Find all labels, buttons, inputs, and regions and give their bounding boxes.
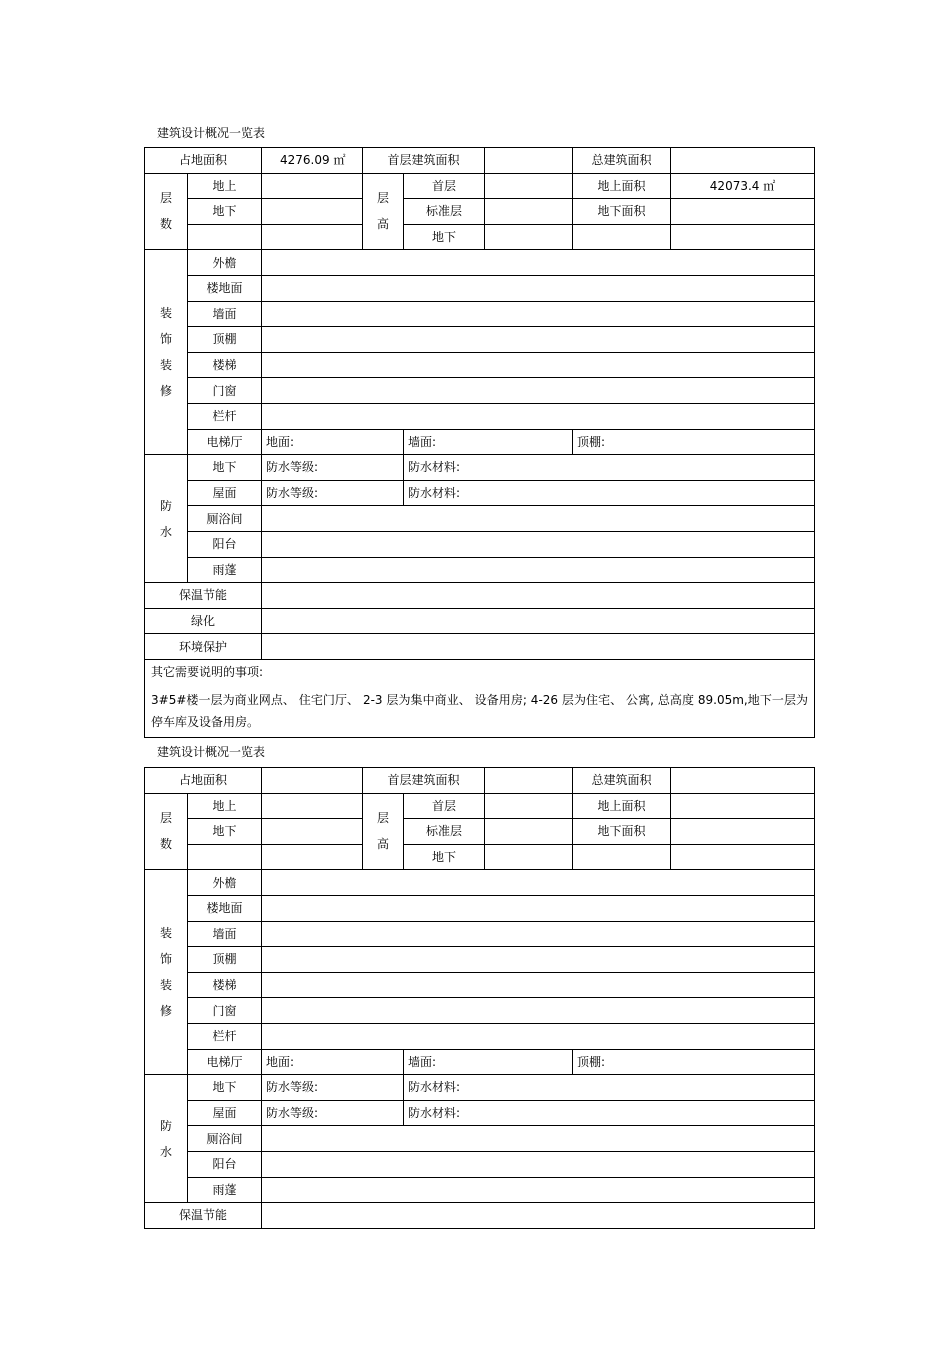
total-area-value[interactable]: [671, 148, 815, 174]
decoration-value[interactable]: [262, 895, 815, 921]
wp-value[interactable]: [262, 1151, 815, 1177]
floors-extra-value[interactable]: [262, 844, 363, 870]
above-area-label: 地上面积: [573, 793, 671, 819]
wp-material[interactable]: 防水材料:: [404, 1075, 815, 1101]
decoration-item: 楼地面: [188, 895, 262, 921]
decoration-item: 顶棚: [188, 327, 262, 353]
floors-below-label: 地下: [188, 199, 262, 225]
decoration-value[interactable]: [262, 947, 815, 973]
total-area-label: 总建筑面积: [573, 148, 671, 174]
wp-roof-label: 屋面: [188, 1100, 262, 1126]
decoration-item: 栏杆: [188, 1023, 262, 1049]
height-standard-value[interactable]: [485, 819, 573, 845]
wp-item: 阳台: [188, 1151, 262, 1177]
decoration-label: 装 饰 装 修: [145, 250, 188, 455]
decoration-item: 楼梯: [188, 972, 262, 998]
height-first-label: 首层: [404, 173, 485, 199]
floors-below-label: 地下: [188, 819, 262, 845]
wp-grade[interactable]: 防水等级:: [262, 455, 404, 481]
wp-grade[interactable]: 防水等级:: [262, 1075, 404, 1101]
floors-above-label: 地上: [188, 793, 262, 819]
height-underground-label: 地下: [404, 224, 485, 250]
decoration-value[interactable]: [262, 870, 815, 896]
blank-cell: [671, 844, 815, 870]
decoration-value[interactable]: [262, 998, 815, 1024]
wp-grade[interactable]: 防水等级:: [262, 480, 404, 506]
first-floor-area-label: 首层建筑面积: [363, 768, 485, 794]
decoration-label: 装 饰 装 修: [145, 870, 188, 1075]
decoration-value[interactable]: [262, 972, 815, 998]
insulation-label: 保温节能: [145, 583, 262, 609]
floors-extra-label: [188, 844, 262, 870]
wp-underground-label: 地下: [188, 455, 262, 481]
blank-cell: [573, 844, 671, 870]
insulation-value[interactable]: [262, 1203, 815, 1229]
decoration-item: 门窗: [188, 378, 262, 404]
greening-label: 绿化: [145, 608, 262, 634]
height-underground-label: 地下: [404, 844, 485, 870]
blank-cell: [671, 224, 815, 250]
decoration-value[interactable]: [262, 378, 815, 404]
height-standard-label: 标准层: [404, 199, 485, 225]
insulation-value[interactable]: [262, 583, 815, 609]
floors-extra-label: [188, 224, 262, 250]
height-first-value[interactable]: [485, 793, 573, 819]
table1-title: 建筑设计概况一览表: [157, 126, 266, 140]
decoration-item: 栏杆: [188, 403, 262, 429]
greening-value[interactable]: [262, 608, 815, 634]
wp-item: 厕浴间: [188, 1126, 262, 1152]
wp-item: 雨蓬: [188, 1177, 262, 1203]
height-underground-value[interactable]: [485, 844, 573, 870]
below-area-value[interactable]: [671, 199, 815, 225]
height-standard-label: 标准层: [404, 819, 485, 845]
table1: [144, 147, 815, 738]
floors-above-label: 地上: [188, 173, 262, 199]
wp-roof-label: 屋面: [188, 480, 262, 506]
elevator-label: 电梯厅: [188, 1049, 262, 1075]
wp-value[interactable]: [262, 1177, 815, 1203]
below-area-label: 地下面积: [573, 199, 671, 225]
elevator-ceiling[interactable]: 顶棚:: [573, 1049, 815, 1075]
above-area-label: 地上面积: [573, 173, 671, 199]
decoration-item: 墙面: [188, 921, 262, 947]
blank-cell: [573, 224, 671, 250]
floors-extra-value[interactable]: [262, 224, 363, 250]
elevator-wall[interactable]: 墙面:: [404, 1049, 573, 1075]
wp-value[interactable]: [262, 531, 815, 557]
height-label: 层 高: [363, 173, 404, 250]
floors-below-value[interactable]: [262, 819, 363, 845]
above-area-value: 42073.4 ㎡: [671, 173, 815, 199]
waterproof-label: 防 水: [145, 455, 188, 583]
wp-item: 阳台: [188, 531, 262, 557]
below-area-label: 地下面积: [573, 819, 671, 845]
area-value: 4276.09 ㎡: [262, 148, 363, 174]
wp-value[interactable]: [262, 506, 815, 532]
decoration-value[interactable]: [262, 275, 815, 301]
table2: [144, 767, 815, 1229]
decoration-item: 门窗: [188, 998, 262, 1024]
decoration-item: 外檐: [188, 250, 262, 276]
table2-title: 建筑设计概况一览表: [157, 745, 266, 759]
total-area-label: 总建筑面积: [573, 768, 671, 794]
floors-above-value[interactable]: [262, 793, 363, 819]
elevator-label: 电梯厅: [188, 429, 262, 455]
wp-material[interactable]: 防水材料:: [404, 1100, 815, 1126]
decoration-value[interactable]: [262, 301, 815, 327]
decoration-item: 墙面: [188, 301, 262, 327]
area-label: 占地面积: [145, 148, 262, 174]
wp-grade[interactable]: 防水等级:: [262, 1100, 404, 1126]
decoration-item: 楼地面: [188, 275, 262, 301]
insulation-label: 保温节能: [145, 1203, 262, 1229]
total-area-value[interactable]: [671, 768, 815, 794]
height-label: 层 高: [363, 793, 404, 870]
wp-value[interactable]: [262, 557, 815, 583]
height-first-label: 首层: [404, 793, 485, 819]
floors-below-value[interactable]: [262, 199, 363, 225]
floors-above-value[interactable]: [262, 173, 363, 199]
notes-label: 其它需要说明的事项:: [151, 664, 264, 679]
decoration-value[interactable]: [262, 327, 815, 353]
area-label: 占地面积: [145, 768, 262, 794]
notes-body: 3#5#楼一层为商业网点、 住宅门厅、 2-3 层为集中商业、 设备用房; 4-26 层为住宅、 公寓, 总高度 89.05m,地下一层为停车库及设备用房。: [151, 692, 809, 729]
decoration-item: 外檐: [188, 870, 262, 896]
waterproof-label: 防 水: [145, 1075, 188, 1203]
area-value[interactable]: [262, 768, 363, 794]
height-first-value[interactable]: [485, 173, 573, 199]
wp-item: 雨蓬: [188, 557, 262, 583]
first-floor-area-label: 首层建筑面积: [363, 148, 485, 174]
decoration-value[interactable]: [262, 1023, 815, 1049]
wp-value[interactable]: [262, 1126, 815, 1152]
environment-label: 环境保护: [145, 634, 262, 660]
below-area-value[interactable]: [671, 819, 815, 845]
notes-cell: [145, 659, 815, 737]
decoration-item: 楼梯: [188, 352, 262, 378]
elevator-floor[interactable]: 地面:: [262, 429, 404, 455]
decoration-value[interactable]: [262, 403, 815, 429]
environment-value[interactable]: [262, 634, 815, 660]
wp-item: 厕浴间: [188, 506, 262, 532]
decoration-value[interactable]: [262, 250, 815, 276]
decoration-value[interactable]: [262, 352, 815, 378]
first-floor-area-value[interactable]: [485, 148, 573, 174]
elevator-wall[interactable]: 墙面:: [404, 429, 573, 455]
wp-material[interactable]: 防水材料:: [404, 455, 815, 481]
above-area-value[interactable]: [671, 793, 815, 819]
wp-material[interactable]: 防水材料:: [404, 480, 815, 506]
floors-label: 层 数: [145, 793, 188, 870]
wp-underground-label: 地下: [188, 1075, 262, 1101]
floors-label: 层 数: [145, 173, 188, 250]
decoration-item: 顶棚: [188, 947, 262, 973]
height-standard-value[interactable]: [485, 199, 573, 225]
height-underground-value[interactable]: [485, 224, 573, 250]
first-floor-area-value[interactable]: [485, 768, 573, 794]
decoration-value[interactable]: [262, 921, 815, 947]
elevator-ceiling[interactable]: 顶棚:: [573, 429, 815, 455]
elevator-floor[interactable]: 地面:: [262, 1049, 404, 1075]
